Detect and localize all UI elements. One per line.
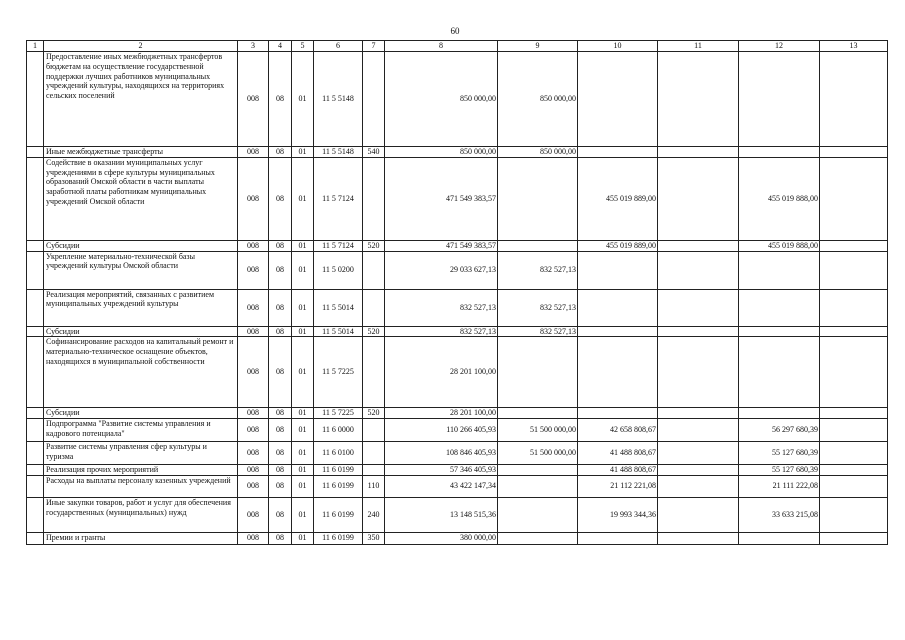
- amount-cell: [820, 532, 888, 544]
- table-row: [27, 157, 888, 240]
- amount-cell: [739, 326, 820, 337]
- row-index-cell: [27, 475, 44, 497]
- subsection-cell: 01: [292, 52, 314, 147]
- amount-cell: [658, 251, 739, 289]
- amount-cell: [820, 337, 888, 408]
- row-index-cell: [27, 289, 44, 326]
- subsection-cell: 01: [292, 442, 314, 465]
- amount-cell: [820, 419, 888, 442]
- expense-type-cell: [363, 157, 385, 240]
- amount-cell: 55 127 680,39: [739, 465, 820, 476]
- code-cell: 008: [238, 289, 269, 326]
- amount-cell: [658, 408, 739, 419]
- amount-cell: [658, 147, 739, 158]
- code-cell: 008: [238, 419, 269, 442]
- expense-type-cell: [363, 442, 385, 465]
- table-row: [27, 475, 888, 497]
- row-name-cell: Субсидии: [44, 408, 238, 419]
- table-row: [27, 408, 888, 419]
- amount-cell: [658, 289, 739, 326]
- amount-cell: 57 346 405,93: [385, 465, 498, 476]
- amount-cell: [739, 52, 820, 147]
- amount-cell: 51 500 000,00: [498, 419, 578, 442]
- section-cell: 08: [269, 147, 292, 158]
- section-cell: 08: [269, 465, 292, 476]
- row-name-cell: Расходы на выплаты персоналу казенных учреждений: [44, 475, 238, 497]
- section-cell: 08: [269, 289, 292, 326]
- row-name-cell: Премии и гранты: [44, 532, 238, 544]
- amount-cell: [498, 408, 578, 419]
- expense-type-cell: 520: [363, 408, 385, 419]
- table-row: [27, 251, 888, 289]
- amount-cell: [658, 337, 739, 408]
- amount-cell: 28 201 100,00: [385, 337, 498, 408]
- amount-cell: 471 549 383,57: [385, 157, 498, 240]
- amount-cell: 108 846 405,93: [385, 442, 498, 465]
- row-name-cell: Развитие системы управления сфер культуры и туризма: [44, 442, 238, 465]
- section-cell: 08: [269, 251, 292, 289]
- amount-cell: [739, 147, 820, 158]
- table-row: [27, 147, 888, 158]
- amount-cell: [658, 532, 739, 544]
- target-article-cell: 11 5 5148: [314, 52, 363, 147]
- target-article-cell: 11 5 7124: [314, 157, 363, 240]
- code-cell: 008: [238, 408, 269, 419]
- amount-cell: [820, 240, 888, 251]
- code-cell: 008: [238, 52, 269, 147]
- amount-cell: [739, 532, 820, 544]
- expense-type-cell: 540: [363, 147, 385, 158]
- section-cell: 08: [269, 326, 292, 337]
- section-cell: 08: [269, 52, 292, 147]
- table-row: [27, 532, 888, 544]
- expense-type-cell: [363, 52, 385, 147]
- amount-cell: 850 000,00: [498, 147, 578, 158]
- amount-cell: 832 527,13: [498, 251, 578, 289]
- amount-cell: [658, 240, 739, 251]
- amount-cell: [578, 52, 658, 147]
- code-cell: 008: [238, 497, 269, 532]
- header-cell: 12: [739, 41, 820, 52]
- expense-type-cell: 350: [363, 532, 385, 544]
- amount-cell: 380 000,00: [385, 532, 498, 544]
- amount-cell: [820, 475, 888, 497]
- amount-cell: [658, 442, 739, 465]
- amount-cell: [739, 408, 820, 419]
- amount-cell: 832 527,13: [498, 326, 578, 337]
- amount-cell: [578, 147, 658, 158]
- amount-cell: 33 633 215,08: [739, 497, 820, 532]
- section-cell: 08: [269, 408, 292, 419]
- expense-type-cell: 520: [363, 326, 385, 337]
- amount-cell: [498, 497, 578, 532]
- row-name-cell: Иные закупки товаров, работ и услуг для обеспечения государственных (муниципальных) нужд: [44, 497, 238, 532]
- amount-cell: 28 201 100,00: [385, 408, 498, 419]
- subsection-cell: 01: [292, 251, 314, 289]
- code-cell: 008: [238, 475, 269, 497]
- amount-cell: 29 033 627,13: [385, 251, 498, 289]
- row-index-cell: [27, 251, 44, 289]
- table-row: [27, 442, 888, 465]
- amount-cell: [820, 408, 888, 419]
- header-cell: 11: [658, 41, 739, 52]
- amount-cell: [739, 289, 820, 326]
- expense-type-cell: [363, 419, 385, 442]
- row-name-cell: Содействие в оказании муниципальных услуг учреждениями в сфере культуры муниципальных образований Омской области в части выплаты заработной платы работникам муниципальных учреждений Омской области: [44, 157, 238, 240]
- section-cell: 08: [269, 337, 292, 408]
- subsection-cell: 01: [292, 408, 314, 419]
- amount-cell: [498, 465, 578, 476]
- header-cell: 1: [27, 41, 44, 52]
- row-name-cell: Реализация прочих мероприятий: [44, 465, 238, 476]
- amount-cell: [658, 475, 739, 497]
- table-row: [27, 465, 888, 476]
- code-cell: 008: [238, 147, 269, 158]
- section-cell: 08: [269, 419, 292, 442]
- subsection-cell: 01: [292, 475, 314, 497]
- subsection-cell: 01: [292, 326, 314, 337]
- code-cell: 008: [238, 251, 269, 289]
- header-cell: 8: [385, 41, 498, 52]
- amount-cell: 21 111 222,08: [739, 475, 820, 497]
- section-cell: 08: [269, 532, 292, 544]
- amount-cell: [820, 326, 888, 337]
- table-row: [27, 52, 888, 147]
- section-cell: 08: [269, 497, 292, 532]
- header-cell: 5: [292, 41, 314, 52]
- code-cell: 008: [238, 157, 269, 240]
- amount-cell: 832 527,13: [385, 289, 498, 326]
- row-index-cell: [27, 532, 44, 544]
- target-article-cell: 11 5 5014: [314, 289, 363, 326]
- amount-cell: 850 000,00: [498, 52, 578, 147]
- amount-cell: [820, 52, 888, 147]
- amount-cell: [498, 337, 578, 408]
- header-cell: 13: [820, 41, 888, 52]
- header-cell: 3: [238, 41, 269, 52]
- amount-cell: [658, 157, 739, 240]
- amount-cell: 832 527,13: [385, 326, 498, 337]
- amount-cell: 455 019 889,00: [578, 157, 658, 240]
- row-name-cell: Укрепление материально-технической базы учреждений культуры Омской области: [44, 251, 238, 289]
- amount-cell: [578, 532, 658, 544]
- amount-cell: [820, 157, 888, 240]
- target-article-cell: 11 6 0000: [314, 419, 363, 442]
- amount-cell: 41 488 808,67: [578, 442, 658, 465]
- row-index-cell: [27, 497, 44, 532]
- amount-cell: [658, 52, 739, 147]
- target-article-cell: 11 6 0199: [314, 465, 363, 476]
- expense-type-cell: [363, 289, 385, 326]
- amount-cell: [498, 240, 578, 251]
- amount-cell: [820, 289, 888, 326]
- amount-cell: 21 112 221,08: [578, 475, 658, 497]
- code-cell: 008: [238, 326, 269, 337]
- code-cell: 008: [238, 337, 269, 408]
- code-cell: 008: [238, 465, 269, 476]
- amount-cell: 13 148 515,36: [385, 497, 498, 532]
- column-number-row: [27, 41, 888, 52]
- amount-cell: 43 422 147,34: [385, 475, 498, 497]
- subsection-cell: 01: [292, 337, 314, 408]
- row-index-cell: [27, 465, 44, 476]
- amount-cell: 19 993 344,36: [578, 497, 658, 532]
- section-cell: 08: [269, 157, 292, 240]
- target-article-cell: 11 5 7225: [314, 408, 363, 419]
- amount-cell: [820, 442, 888, 465]
- amount-cell: 455 019 888,00: [739, 240, 820, 251]
- amount-cell: 832 527,13: [498, 289, 578, 326]
- target-article-cell: 11 6 0199: [314, 475, 363, 497]
- row-name-cell: Иные межбюджетные трансферты: [44, 147, 238, 158]
- row-index-cell: [27, 442, 44, 465]
- subsection-cell: 01: [292, 532, 314, 544]
- row-index-cell: [27, 408, 44, 419]
- row-index-cell: [27, 337, 44, 408]
- amount-cell: 51 500 000,00: [498, 442, 578, 465]
- expense-type-cell: [363, 465, 385, 476]
- amount-cell: [820, 465, 888, 476]
- amount-cell: [578, 289, 658, 326]
- table-row: [27, 419, 888, 442]
- amount-cell: [658, 326, 739, 337]
- row-index-cell: [27, 147, 44, 158]
- subsection-cell: 01: [292, 157, 314, 240]
- target-article-cell: 11 6 0199: [314, 497, 363, 532]
- row-index-cell: [27, 157, 44, 240]
- amount-cell: 42 658 808,67: [578, 419, 658, 442]
- row-index-cell: [27, 326, 44, 337]
- row-index-cell: [27, 52, 44, 147]
- header-cell: 6: [314, 41, 363, 52]
- row-name-cell: Подпрограмма "Развитие системы управления и кадрового потенциала": [44, 419, 238, 442]
- amount-cell: 55 127 680,39: [739, 442, 820, 465]
- amount-cell: [578, 251, 658, 289]
- amount-cell: [739, 251, 820, 289]
- expense-type-cell: 110: [363, 475, 385, 497]
- amount-cell: 56 297 680,39: [739, 419, 820, 442]
- header-cell: 10: [578, 41, 658, 52]
- subsection-cell: 01: [292, 147, 314, 158]
- table-row: [27, 240, 888, 251]
- target-article-cell: 11 5 7124: [314, 240, 363, 251]
- code-cell: 008: [238, 532, 269, 544]
- target-article-cell: 11 6 0100: [314, 442, 363, 465]
- amount-cell: [578, 408, 658, 419]
- amount-cell: [578, 326, 658, 337]
- amount-cell: [820, 251, 888, 289]
- section-cell: 08: [269, 442, 292, 465]
- amount-cell: 455 019 888,00: [739, 157, 820, 240]
- amount-cell: [739, 337, 820, 408]
- header-cell: 7: [363, 41, 385, 52]
- table-row: [27, 289, 888, 326]
- subsection-cell: 01: [292, 419, 314, 442]
- code-cell: 008: [238, 442, 269, 465]
- table-row: [27, 497, 888, 532]
- section-cell: 08: [269, 475, 292, 497]
- amount-cell: [498, 475, 578, 497]
- expense-type-cell: [363, 251, 385, 289]
- subsection-cell: 01: [292, 289, 314, 326]
- target-article-cell: 11 5 0200: [314, 251, 363, 289]
- amount-cell: [498, 157, 578, 240]
- target-article-cell: 11 6 0199: [314, 532, 363, 544]
- amount-cell: 110 266 405,93: [385, 419, 498, 442]
- amount-cell: 850 000,00: [385, 52, 498, 147]
- row-index-cell: [27, 419, 44, 442]
- row-name-cell: Субсидии: [44, 326, 238, 337]
- expense-type-cell: 240: [363, 497, 385, 532]
- page-number: 60: [450, 26, 460, 36]
- amount-cell: 455 019 889,00: [578, 240, 658, 251]
- subsection-cell: 01: [292, 240, 314, 251]
- amount-cell: [658, 419, 739, 442]
- header-cell: 4: [269, 41, 292, 52]
- expense-type-cell: [363, 337, 385, 408]
- row-name-cell: Реализация мероприятий, связанных с развитием муниципальных учреждений культуры: [44, 289, 238, 326]
- subsection-cell: 01: [292, 497, 314, 532]
- row-name-cell: Субсидии: [44, 240, 238, 251]
- target-article-cell: 11 5 7225: [314, 337, 363, 408]
- target-article-cell: 11 5 5014: [314, 326, 363, 337]
- amount-cell: [658, 465, 739, 476]
- section-cell: 08: [269, 240, 292, 251]
- header-cell: 9: [498, 41, 578, 52]
- amount-cell: 850 000,00: [385, 147, 498, 158]
- amount-cell: [820, 497, 888, 532]
- row-name-cell: Предоставление иных межбюджетных трансфертов бюджетам на осуществление государственной поддержки лучших работников муниципальных учреждений культуры, находящихся на территориях сельских поселений: [44, 52, 238, 147]
- amount-cell: [498, 532, 578, 544]
- code-cell: 008: [238, 240, 269, 251]
- subsection-cell: 01: [292, 465, 314, 476]
- budget-table: [26, 40, 888, 545]
- expense-type-cell: 520: [363, 240, 385, 251]
- amount-cell: [658, 497, 739, 532]
- amount-cell: [578, 337, 658, 408]
- target-article-cell: 11 5 5148: [314, 147, 363, 158]
- row-index-cell: [27, 240, 44, 251]
- header-cell: 2: [44, 41, 238, 52]
- amount-cell: 471 549 383,57: [385, 240, 498, 251]
- amount-cell: 41 488 808,67: [578, 465, 658, 476]
- amount-cell: [820, 147, 888, 158]
- table-row: [27, 326, 888, 337]
- table-row: [27, 337, 888, 408]
- row-name-cell: Софинансирование расходов на капитальный ремонт и материально-техническое оснащение объектов, находящихся в муниципальной собственности: [44, 337, 238, 408]
